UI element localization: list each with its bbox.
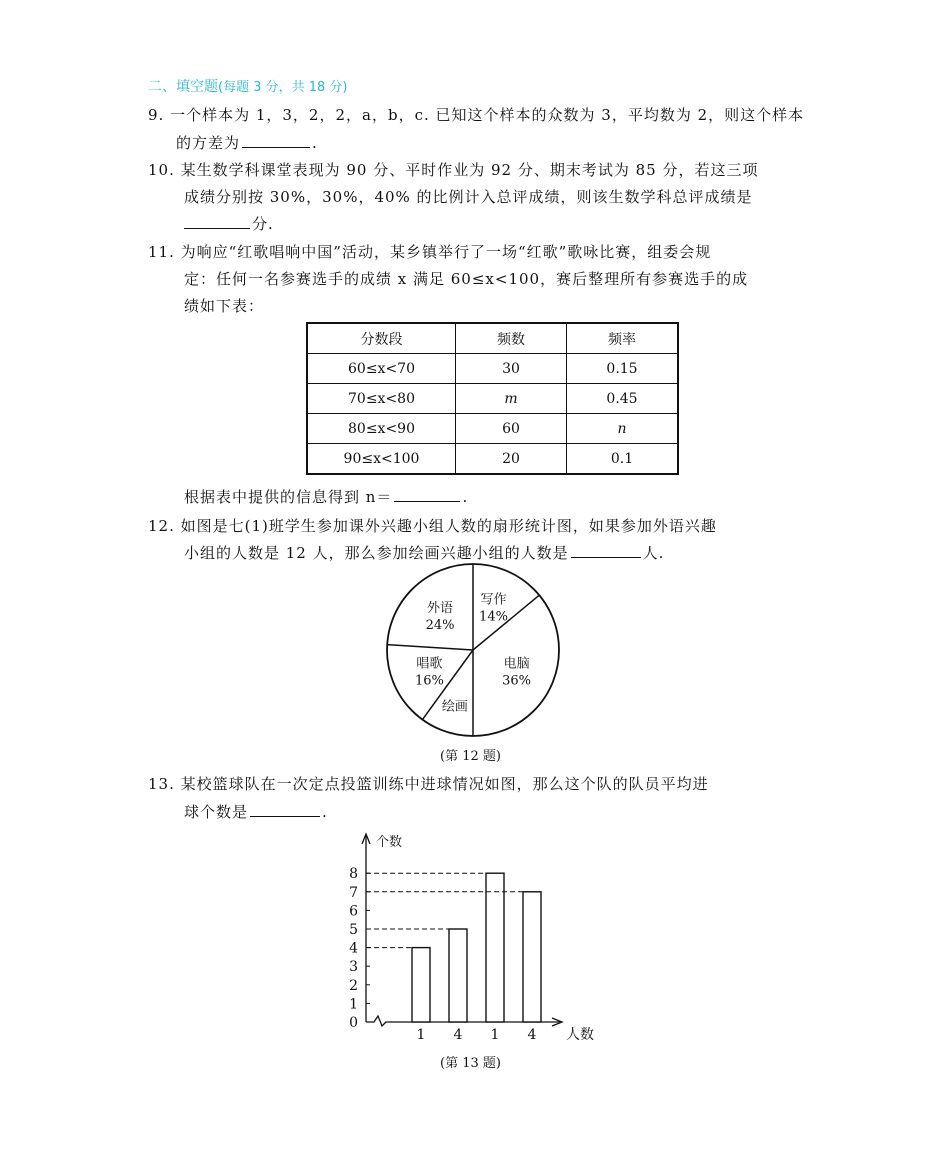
pie-slice-value: 16% xyxy=(414,673,444,689)
q13-line2: 球个数是 . xyxy=(184,803,328,821)
section-title: 二、填空题 xyxy=(148,79,218,95)
q11-line1: 11. 为响应“红歌唱响中国”活动，某乡镇举行了一场“红歌”歌咏比赛，组委会规 xyxy=(148,243,712,261)
bar xyxy=(523,892,541,1022)
q11-line2: 定：任何一名参赛选手的成绩 x 满足 60≤x<100，赛后整理所有参赛选手的成 xyxy=(184,270,749,288)
y-tick-label: 3 xyxy=(349,959,358,976)
x-tick-label: 4 xyxy=(527,1027,537,1043)
q12-line1: 12. 如图是七(1)班学生参加课外兴趣小组人数的扇形统计图，如果参加外语兴趣 xyxy=(148,517,717,535)
pie-slice-label: 写作 xyxy=(480,592,507,608)
table-cell: 60≤x<70 xyxy=(307,354,456,384)
x-tick-label: 1 xyxy=(490,1027,500,1043)
q11-answer-blank[interactable] xyxy=(394,487,460,502)
y-tick-label: 8 xyxy=(349,866,358,883)
table-row xyxy=(307,384,678,414)
bar-chart xyxy=(330,828,610,1050)
table-cell: 20 xyxy=(456,444,567,475)
y-axis-title: 个数 xyxy=(376,835,403,850)
q12-answer-blank[interactable] xyxy=(571,543,641,558)
table-header: 频率 xyxy=(567,323,679,354)
table-row xyxy=(307,414,678,444)
q11-line3: 绩如下表： xyxy=(184,297,265,315)
y-tick-label: 0 xyxy=(349,1015,358,1031)
y-tick-label: 4 xyxy=(349,940,358,957)
pie-chart xyxy=(380,560,570,740)
table-cell: 80≤x<90 xyxy=(307,414,456,444)
pie-slice-label: 绘画 xyxy=(441,699,468,715)
table-cell: 70≤x<80 xyxy=(307,384,456,414)
bar xyxy=(449,929,467,1022)
table-row xyxy=(307,444,678,475)
table-row xyxy=(307,354,678,384)
table-cell: 0.45 xyxy=(567,384,679,414)
pie-slice-label: 唱歌 xyxy=(416,656,443,672)
x-tick-label: 4 xyxy=(453,1027,463,1043)
x-tick-label: 1 xyxy=(416,1027,426,1043)
table-header: 分数段 xyxy=(307,323,456,354)
bar xyxy=(486,873,504,1022)
table-header: 频数 xyxy=(456,323,567,354)
section-header xyxy=(148,76,348,96)
q13-line1: 13. 某校篮球队在一次定点投篮训练中进球情况如图，那么这个队的队员平均进 xyxy=(148,775,709,793)
q13-answer-blank[interactable] xyxy=(250,802,320,817)
table-cell: 0.1 xyxy=(567,444,679,475)
q10-line3: 分. xyxy=(184,214,274,234)
pie-slice-label: 外语 xyxy=(427,600,454,616)
q11-after-table: 根据表中提供的信息得到 n＝ . xyxy=(184,488,469,506)
table-cell: 30 xyxy=(456,354,567,384)
y-tick-label: 1 xyxy=(349,996,358,1013)
pie-slice-value: 36% xyxy=(502,673,532,689)
table-cell: m xyxy=(456,384,567,414)
pie-slice-label: 电脑 xyxy=(503,656,530,672)
pie-slice-value: 14% xyxy=(479,609,508,625)
q10-line1: 10. 某生数学科课堂表现为 90 分、平时作业为 92 分、期末考试为 85 分，若这三项 xyxy=(148,161,759,179)
bar-caption: (第 13 题) xyxy=(440,1056,501,1071)
q9-line1: 9. 一个样本为 1，3，2，2，a，b，c. 已知这个样本的众数为 3，平均数为 2，则这个样本 xyxy=(148,106,805,124)
y-tick-label: 2 xyxy=(349,977,358,994)
table-cell: 90≤x<100 xyxy=(307,444,456,475)
table-cell: 60 xyxy=(456,414,567,444)
q10-answer-blank[interactable] xyxy=(184,214,250,229)
section-note: (每题 3 分，共 18 分) xyxy=(218,80,348,95)
y-tick-label: 5 xyxy=(349,922,358,938)
pie-slice-value: 24% xyxy=(425,617,455,633)
frequency-table xyxy=(306,322,679,475)
pie-slice-boundary xyxy=(387,645,473,650)
x-axis-title: 人数 xyxy=(566,1027,594,1043)
q9-answer-blank[interactable] xyxy=(242,133,310,148)
y-tick-label: 7 xyxy=(349,884,358,901)
bar xyxy=(412,948,430,1022)
q9-line2: 的方差为 . xyxy=(176,134,318,152)
q12-line2: 小组的人数是 12 人，那么参加绘画兴趣小组的人数是 人. xyxy=(184,544,665,562)
table-cell: n xyxy=(567,414,679,444)
y-tick-label: 6 xyxy=(349,903,358,920)
table-header-row xyxy=(307,323,678,354)
q10-line2: 成绩分别按 30%，30%，40% 的比例计入总评成绩，则该生数学科总评成绩是 xyxy=(184,188,753,206)
pie-caption: (第 12 题) xyxy=(440,749,501,764)
table-cell: 0.15 xyxy=(567,354,679,384)
